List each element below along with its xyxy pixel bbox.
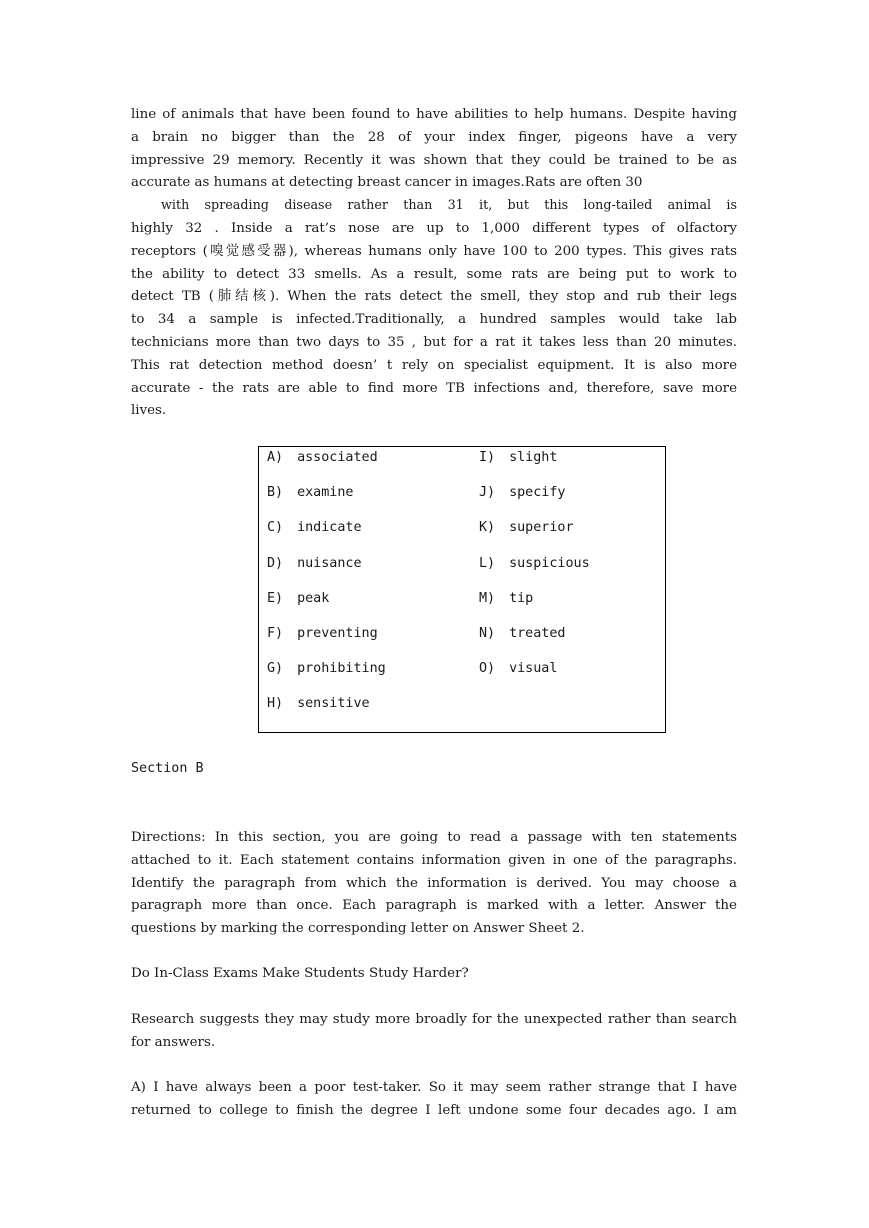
passage-text xyxy=(131,104,737,423)
option-word: slight xyxy=(509,450,558,465)
directions-line: Identify the paragraph from which the information is derived. You may choose a xyxy=(131,875,737,891)
option-letter: H) xyxy=(267,696,284,712)
word-option xyxy=(267,482,386,517)
option-word: tip xyxy=(509,590,534,606)
option-word: prohibiting xyxy=(297,661,386,677)
article-title: Do In-Class Exams Make Students Study Harder? xyxy=(131,966,469,981)
word-bank-box xyxy=(258,446,666,733)
paragraph-line: returned to college to finish the degree I left undone some four decades ago. I am xyxy=(131,1102,737,1118)
word-option xyxy=(479,447,590,482)
passage-line: highly 32 . Inside a rat’s nose are up to 1,000 different types of olfactory xyxy=(131,220,737,236)
option-letter: L) xyxy=(479,555,496,571)
word-option xyxy=(267,553,386,588)
section-heading: Section B xyxy=(131,761,204,776)
word-option xyxy=(479,588,590,623)
directions-line: paragraph more than once. Each paragraph is marked with a letter. Answer the xyxy=(131,898,737,914)
word-option xyxy=(267,517,386,552)
option-word: associated xyxy=(297,450,378,465)
word-option xyxy=(267,623,386,658)
word-bank-right-column xyxy=(479,447,590,693)
option-word: sensitive xyxy=(297,696,370,712)
word-option xyxy=(479,482,590,517)
passage-line: accurate as humans at detecting breast cancer in images.Rats are often 30 xyxy=(131,175,643,191)
subtitle-line: for answers. xyxy=(131,1034,216,1050)
word-option xyxy=(479,658,590,693)
option-letter: E) xyxy=(267,590,284,606)
passage-line: technicians more than two days to 35 , but for a rat it takes less than 20 minutes. xyxy=(131,334,737,350)
passage-line: with spreading disease rather than 31 it, but this long-tailed animal is xyxy=(161,198,737,214)
passage-line: lives. xyxy=(131,403,167,419)
word-option xyxy=(479,623,590,658)
word-option xyxy=(267,588,386,623)
article-subtitle xyxy=(131,1009,737,1055)
directions-line: questions by marking the corresponding letter on Answer Sheet 2. xyxy=(131,921,585,937)
option-letter: G) xyxy=(267,661,284,677)
option-word: examine xyxy=(297,485,354,501)
word-option xyxy=(479,553,590,588)
option-letter: D) xyxy=(267,555,284,571)
option-letter: C) xyxy=(267,520,284,536)
passage-line: accurate - the rats are able to find more TB infections and, therefore, save more xyxy=(131,380,737,396)
word-option xyxy=(267,447,386,482)
passage-line: to 34 a sample is infected.Traditionally, a hundred samples would take lab xyxy=(131,312,737,328)
option-letter: J) xyxy=(479,485,496,501)
option-word: nuisance xyxy=(297,555,362,571)
option-letter: F) xyxy=(267,625,284,641)
option-word: superior xyxy=(509,520,574,536)
word-bank-left-column xyxy=(267,447,386,729)
paragraph-a xyxy=(131,1077,737,1123)
option-word: suspicious xyxy=(509,555,590,571)
passage-line: line of animals that have been found to have abilities to help humans. Despite having xyxy=(131,107,737,122)
option-letter: O) xyxy=(479,661,496,677)
option-letter: A) xyxy=(267,450,284,465)
passage-line: a brain no bigger than the 28 of your index finger, pigeons have a very xyxy=(131,129,737,145)
directions-line: attached to it. Each statement contains information given in one of the paragraphs. xyxy=(131,852,737,868)
word-option xyxy=(267,658,386,693)
option-letter: M) xyxy=(479,590,496,606)
word-option xyxy=(267,693,386,728)
option-word: peak xyxy=(297,590,330,606)
option-word: preventing xyxy=(297,625,378,641)
option-letter: I) xyxy=(479,450,496,465)
passage-line: detect TB (肺结核). When the rats detect the smell, they stop and rub their legs xyxy=(131,289,737,305)
option-letter: B) xyxy=(267,485,284,501)
passage-line: receptors (嗅觉感受器), whereas humans only have 100 to 200 types. This gives rats xyxy=(131,243,737,259)
option-word: specify xyxy=(509,485,566,501)
paragraph-line: A) I have always been a poor test-taker. So it may seem rather strange that I have xyxy=(131,1080,737,1095)
option-letter: K) xyxy=(479,520,496,536)
passage-line: This rat detection method doesn’ t rely on specialist equipment. It is also more xyxy=(131,357,737,373)
subtitle-line: Research suggests they may study more broadly for the unexpected rather than search xyxy=(131,1012,737,1027)
option-letter: N) xyxy=(479,625,496,641)
word-option xyxy=(479,517,590,552)
directions-text xyxy=(131,827,737,941)
passage-line: impressive 29 memory. Recently it was shown that they could be trained to be as xyxy=(131,152,737,168)
passage-line: the ability to detect 33 smells. As a result, some rats are being put to work to xyxy=(131,266,737,282)
option-word: indicate xyxy=(297,520,362,536)
directions-line: Directions: In this section, you are going to read a passage with ten statements xyxy=(131,830,737,845)
option-word: treated xyxy=(509,625,566,641)
option-word: visual xyxy=(509,661,558,677)
